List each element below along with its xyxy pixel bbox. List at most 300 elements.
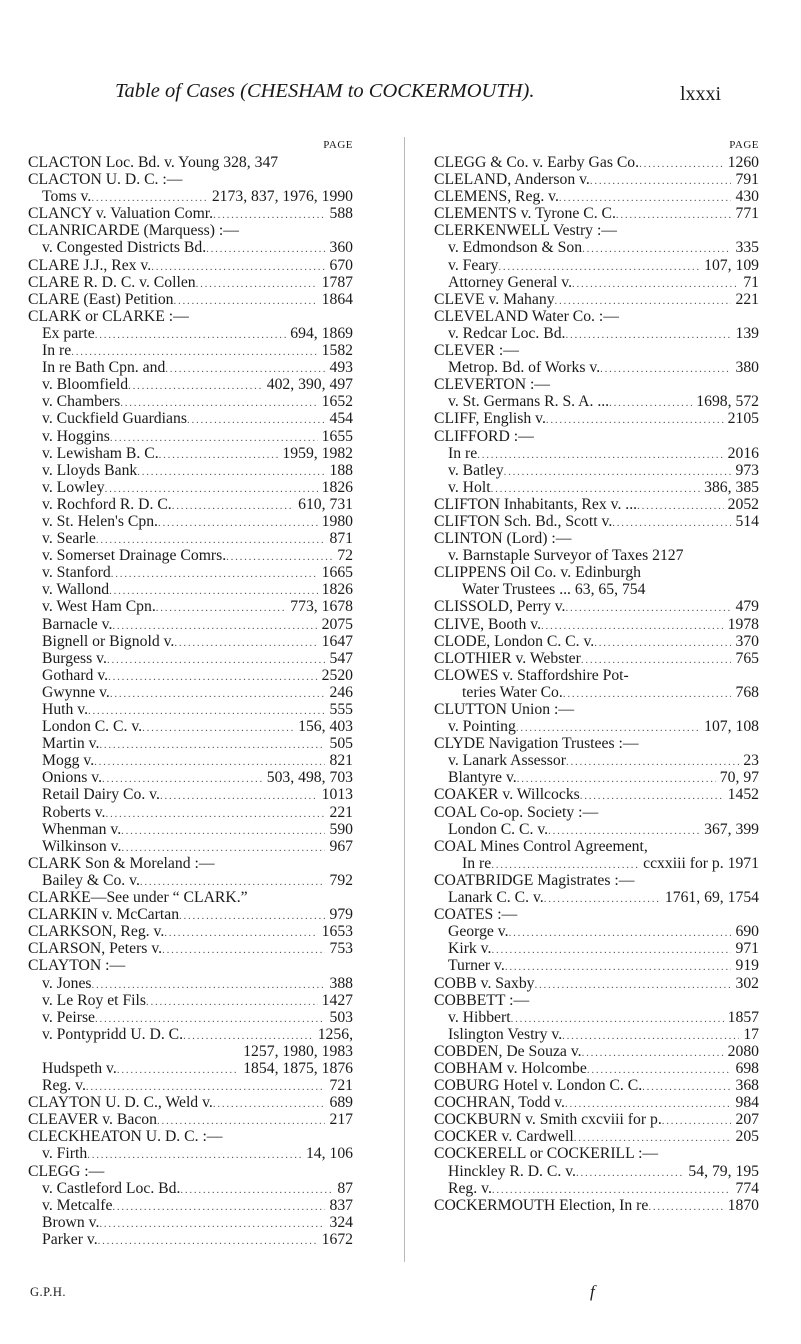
entry-page-ref: 547 — [329, 649, 353, 667]
entry-text: In re — [462, 854, 492, 872]
entry-text: CLIPPENS Oil Co. v. Edinburgh — [434, 564, 642, 582]
entry-page-ref: 2052 — [727, 495, 759, 513]
entry-page-ref: 1260 — [727, 154, 759, 171]
entry-text: Attorney General v. — [448, 273, 572, 291]
entry-page-ref: 837 — [329, 1196, 353, 1214]
entry-text: George v. — [448, 923, 509, 941]
index-entry — [434, 667, 759, 684]
entry-page-ref: 360 — [329, 239, 353, 257]
index-entry — [28, 239, 353, 256]
entry-page-ref: 2016 — [727, 444, 759, 462]
entry-text: v. Pointing — [448, 718, 516, 736]
entry-text: CLIFTON Sch. Bd., Scott v. — [434, 512, 613, 530]
index-entry — [434, 872, 759, 889]
entry-text: v. Hoggins — [42, 427, 110, 445]
entry-text: CLARE (East) Petition — [28, 290, 174, 308]
entry-page-ref: 1652 — [321, 393, 353, 411]
entry-page-ref: 386, 385 — [704, 478, 759, 496]
index-entry — [434, 581, 759, 598]
index-entry — [28, 1214, 353, 1231]
index-entry — [434, 992, 759, 1009]
entry-page-ref: 610, 731 — [298, 495, 353, 513]
entry-text: Wilkinson v. — [42, 837, 122, 855]
entry-text: CLUTTON Union :— — [434, 701, 575, 718]
entry-text: CLIVE, Booth v. — [434, 615, 542, 633]
index-entry — [434, 752, 759, 769]
entry-text: Huth v. — [42, 701, 89, 718]
entry-text: Onions v. — [42, 769, 102, 787]
entry-text: CLARK Son & Moreland :— — [28, 854, 215, 872]
index-entry — [28, 1026, 353, 1043]
index-entry — [434, 786, 759, 803]
entry-page-ref: 107, 108 — [704, 718, 759, 736]
entry-page-ref: 694, 1869 — [290, 324, 353, 342]
index-entry — [28, 445, 353, 462]
entry-text: v. Jones — [42, 974, 92, 992]
entry-text: COBBETT :— — [434, 991, 530, 1009]
entry-text: COBDEN, De Souza v. — [434, 1042, 582, 1060]
dot-leader — [580, 786, 724, 805]
entry-text: CLIFF, English v. — [434, 410, 546, 428]
entry-text: CLISSOLD, Perry v. — [434, 598, 566, 616]
index-entry — [28, 975, 353, 992]
index-entry — [434, 428, 759, 445]
entry-text: v. St. Germans R. S. A. ... — [448, 393, 610, 411]
index-entry — [28, 1077, 353, 1094]
index-entry — [28, 1163, 353, 1180]
index-entry — [434, 513, 759, 530]
entry-text: Water Trustees ... 63, 65, 754 — [462, 581, 646, 599]
signature-mark: G.P.H. — [30, 1285, 66, 1299]
entry-text: In re — [42, 342, 72, 360]
entry-page-ref: 984 — [735, 1094, 759, 1112]
entry-page-ref: 1854, 1875, 1876 — [243, 1059, 353, 1077]
entry-text: v. Lewisham B. C. — [42, 444, 159, 462]
entry-text: v. Hibbert — [448, 1008, 511, 1026]
index-entry — [434, 530, 759, 547]
index-entry — [434, 188, 759, 205]
entry-text: Blantyre v. — [448, 769, 517, 787]
entry-text: v. Castleford Loc. Bd. — [42, 1179, 181, 1197]
entry-page-ref: 221 — [735, 290, 759, 308]
index-entry — [434, 1145, 759, 1162]
entry-page-ref: 2075 — [321, 615, 353, 633]
entry-page-ref: 765 — [735, 649, 759, 667]
entry-page-ref: 217 — [329, 1111, 353, 1129]
entry-text: Bailey & Co. v. — [42, 871, 140, 889]
index-entry — [28, 1180, 353, 1197]
entry-text: COCKER v. Cardwell — [434, 1128, 574, 1146]
index-entry — [434, 479, 759, 496]
entry-page-ref: 1672 — [321, 1230, 353, 1248]
entry-text: London C. C. v. — [42, 718, 143, 736]
entry-text: teries Water Co. — [462, 683, 563, 701]
index-entry — [28, 1128, 353, 1145]
index-entry — [434, 205, 759, 222]
column-divider — [404, 137, 405, 1262]
entry-page-ref: 324 — [329, 1213, 353, 1231]
page-column-label: PAGE — [729, 139, 759, 151]
index-entry — [434, 633, 759, 650]
entry-text: CLANCY v. Valuation Comr. — [28, 205, 214, 223]
index-entry — [434, 940, 759, 957]
index-entry — [434, 616, 759, 633]
index-entry — [434, 838, 759, 855]
entry-text: Bignell or Bignold v. — [42, 632, 175, 650]
entry-page-ref: ccxxiii for p. 1971 — [643, 854, 759, 872]
entry-text: Retail Dairy Co. v. — [42, 786, 160, 804]
entry-text: v. Lloyds Bank — [42, 461, 138, 479]
entry-page-ref: 1978 — [727, 615, 759, 633]
entry-text: Reg. v. — [448, 1179, 492, 1197]
entry-text: CLIFTON Inhabitants, Rex v. ... — [434, 495, 638, 513]
entry-text: Burgess v. — [42, 649, 107, 667]
entry-text: CLAYTON :— — [28, 957, 126, 975]
index-entry — [28, 684, 353, 701]
entry-text: CLARE R. D. C. v. Collen — [28, 273, 196, 291]
dot-leader — [162, 940, 325, 959]
entry-text: CLARKIN v. McCartan — [28, 906, 180, 924]
entry-page-ref: 388 — [329, 974, 353, 992]
entry-text: CLEVELAND Water Co. :— — [434, 307, 619, 325]
entry-page-ref: 188 — [329, 461, 353, 479]
entry-page-ref: 670 — [329, 256, 353, 274]
entry-page-ref: 479 — [735, 598, 759, 616]
entry-text: v. Rochford R. D. C. — [42, 495, 172, 513]
index-entry — [28, 342, 353, 359]
entry-text: Whenman v. — [42, 820, 122, 838]
entry-page-ref: 1870 — [727, 1196, 759, 1214]
index-entry — [434, 1111, 759, 1128]
dot-leader — [98, 1231, 318, 1250]
index-entry — [28, 171, 353, 188]
entry-text: v. Batley — [448, 461, 504, 479]
entry-text: COATBRIDGE Magistrates :— — [434, 871, 635, 889]
dot-leader — [612, 513, 731, 532]
index-entry — [434, 821, 759, 838]
entry-text: CLYDE Navigation Trustees :— — [434, 735, 639, 753]
entry-page-ref: 2520 — [321, 666, 353, 684]
index-entry — [434, 769, 759, 786]
entry-page-ref: 1826 — [321, 478, 353, 496]
dot-leader — [546, 410, 724, 429]
entry-text: CLARKE—See under “ CLARK.” — [28, 889, 248, 907]
sheet-letter: f — [590, 1282, 595, 1301]
entry-text: Metrop. Bd. of Works v. — [448, 359, 601, 377]
entry-text: Hinckley R. D. C. v. — [448, 1162, 576, 1180]
entry-text: In re Bath Cpn. and — [42, 359, 166, 377]
index-entry — [434, 718, 759, 735]
entry-text: CLEMENS, Reg. v. — [434, 188, 559, 206]
entry-page-ref: 1452 — [727, 786, 759, 804]
index-entry — [28, 308, 353, 325]
entry-text: COAL Mines Control Agreement, — [434, 837, 648, 855]
index-entry — [28, 855, 353, 872]
entry-text: CLODE, London C. C. v. — [434, 632, 595, 650]
index-entry — [28, 906, 353, 923]
entry-page-ref: 1647 — [321, 632, 353, 650]
dot-leader — [616, 205, 732, 224]
entry-page-ref: 1257, 1980, 1983 — [243, 1042, 353, 1060]
index-entry — [28, 992, 353, 1009]
entry-text: CLACTON Loc. Bd. v. Young 328, 347 — [28, 154, 279, 171]
entry-page-ref: 107, 109 — [704, 256, 759, 274]
entry-page-ref: 454 — [329, 410, 353, 428]
index-entry — [28, 838, 353, 855]
index-entry — [28, 205, 353, 222]
index-entry — [28, 1043, 353, 1060]
entry-page-ref: 1582 — [321, 342, 353, 360]
index-entry — [434, 393, 759, 410]
entry-page-ref: 1826 — [321, 581, 353, 599]
index-entry — [434, 496, 759, 513]
entry-text: CLANRICARDE (Marquess) :— — [28, 222, 239, 240]
page-column-label: PAGE — [323, 139, 353, 151]
entry-page-ref: 971 — [735, 940, 759, 958]
entry-text: v. Somerset Drainage Comrs. — [42, 547, 227, 565]
entry-text: CLEGG & Co. v. Earby Gas Co. — [434, 154, 640, 171]
index-entry — [434, 1077, 759, 1094]
entry-page-ref: 979 — [329, 906, 353, 924]
entry-text: Roberts v. — [42, 803, 106, 821]
index-entry — [434, 154, 759, 171]
entry-text: CLARSON, Peters v. — [28, 940, 163, 958]
entry-text: v. Edmondson & Son — [448, 239, 583, 257]
entry-text: v. Congested Districts Bd. — [42, 239, 207, 257]
entry-page-ref: 493 — [329, 359, 353, 377]
entry-text: Islington Vestry v. — [448, 1025, 563, 1043]
index-entry — [434, 1163, 759, 1180]
entry-text: Reg. v. — [42, 1077, 86, 1095]
dot-leader — [648, 1197, 723, 1216]
entry-page-ref: 205 — [735, 1128, 759, 1146]
index-entry — [28, 804, 353, 821]
index-entry — [434, 701, 759, 718]
entry-text: CLECKHEATON U. D. C. :— — [28, 1128, 223, 1146]
entry-page-ref: 1427 — [321, 991, 353, 1009]
entry-page-ref: 156, 403 — [298, 718, 353, 736]
index-entry — [28, 1094, 353, 1111]
index-entry — [434, 923, 759, 940]
entry-page-ref: 792 — [329, 871, 353, 889]
entry-text: v. St. Helen's Cpn. — [42, 512, 158, 530]
entry-text: CLAYTON U. D. C., Weld v. — [28, 1094, 213, 1112]
entry-text: v. Firth — [42, 1145, 88, 1163]
entry-page-ref: 2105 — [727, 410, 759, 428]
entry-page-ref: 1959, 1982 — [282, 444, 353, 462]
entry-page-ref: 23 — [743, 752, 759, 770]
index-entry — [28, 547, 353, 564]
entry-text: Toms v. — [42, 188, 92, 206]
dot-leader — [87, 1145, 302, 1164]
entry-text: Brown v. — [42, 1213, 100, 1231]
entry-text: Ex parte — [42, 324, 95, 342]
index-entry — [434, 1094, 759, 1111]
entry-text: v. Peirse — [42, 1008, 96, 1026]
index-entry — [28, 496, 353, 513]
entry-page-ref: 54, 79, 195 — [688, 1162, 759, 1180]
entry-page-ref: 771 — [735, 205, 759, 223]
entry-text: COCKERELL or COCKERILL :— — [434, 1145, 659, 1163]
entry-text: CLACTON U. D. C. :— — [28, 171, 183, 189]
index-entry — [28, 188, 353, 205]
index-entry — [28, 1111, 353, 1128]
entry-page-ref: 821 — [329, 752, 353, 770]
index-entry — [434, 1043, 759, 1060]
entry-page-ref: 753 — [329, 940, 353, 958]
entry-page-ref: 2173, 837, 1976, 1990 — [211, 188, 353, 206]
index-entry — [434, 274, 759, 291]
index-entry — [28, 735, 353, 752]
entry-page-ref: 505 — [329, 735, 353, 753]
index-entry — [434, 171, 759, 188]
entry-text: CLOWES v. Staffordshire Pot- — [434, 666, 629, 684]
index-entry — [434, 257, 759, 274]
dot-leader — [565, 325, 731, 344]
entry-page-ref: 774 — [735, 1179, 759, 1197]
index-entry — [28, 1145, 353, 1162]
entry-page-ref: 514 — [735, 512, 759, 530]
index-entry — [28, 393, 353, 410]
index-entry — [434, 889, 759, 906]
entry-text: v. Lanark Assessor — [448, 752, 566, 770]
index-entry — [28, 376, 353, 393]
entry-page-ref: 1787 — [321, 273, 353, 291]
index-entry — [28, 1009, 353, 1026]
index-entry — [28, 650, 353, 667]
index-entry — [434, 975, 759, 992]
index-entry — [28, 957, 353, 974]
index-entry — [434, 325, 759, 342]
entry-text: CLIFFORD :— — [434, 427, 534, 445]
index-entry — [28, 325, 353, 342]
index-entry — [28, 598, 353, 615]
index-entry — [434, 359, 759, 376]
index-entry — [28, 564, 353, 581]
entry-page-ref: 1655 — [321, 427, 353, 445]
entry-text: v. Chambers — [42, 393, 121, 411]
index-entry — [434, 598, 759, 615]
page-title: Table of Cases (CHESHAM to COCKERMOUTH). — [115, 80, 535, 102]
index-entry — [28, 889, 353, 906]
entry-page-ref: 246 — [329, 683, 353, 701]
index-entry — [28, 1197, 353, 1214]
entry-page-ref: 302 — [735, 974, 759, 992]
left-entries — [28, 154, 353, 1248]
entry-page-ref: 1857 — [727, 1008, 759, 1026]
index-entry — [434, 1128, 759, 1145]
index-entry — [434, 376, 759, 393]
entry-page-ref: 430 — [735, 188, 759, 206]
entry-page-ref: 17 — [743, 1025, 759, 1043]
page-number: lxxxi — [680, 83, 722, 105]
left-column — [28, 137, 353, 1248]
index-entry — [28, 616, 353, 633]
entry-text: CLEVERTON :— — [434, 376, 550, 394]
index-entry — [28, 530, 353, 547]
entry-page-ref: 1761, 69, 1754 — [664, 889, 759, 907]
entry-page-ref: 72 — [337, 547, 353, 565]
entry-page-ref: 871 — [329, 530, 353, 548]
index-entry — [434, 564, 759, 581]
index-entry — [28, 701, 353, 718]
entry-page-ref: 721 — [329, 1077, 353, 1095]
entry-page-ref: 221 — [329, 803, 353, 821]
index-entry — [434, 342, 759, 359]
entry-page-ref: 791 — [735, 171, 759, 189]
index-entry — [28, 257, 353, 274]
dot-leader — [174, 291, 318, 310]
entry-page-ref: 139 — [735, 324, 759, 342]
index-entry — [434, 684, 759, 701]
entry-page-ref: 555 — [329, 701, 353, 718]
entry-page-ref: 1665 — [321, 564, 353, 582]
entry-page-ref: 2080 — [727, 1042, 759, 1060]
index-entry — [28, 428, 353, 445]
entry-page-ref: 690 — [735, 923, 759, 941]
entry-page-ref: 70, 97 — [719, 769, 759, 787]
index-entry — [28, 154, 353, 171]
entry-text: COAL Co-op. Society :— — [434, 803, 599, 821]
entry-page-ref: 503 — [329, 1008, 353, 1026]
index-entry — [434, 906, 759, 923]
entry-text: CLARK or CLARKE :— — [28, 307, 189, 325]
entry-page-ref: 207 — [735, 1111, 759, 1129]
index-entry — [434, 308, 759, 325]
index-entry — [28, 359, 353, 376]
index-entry — [28, 872, 353, 889]
entry-page-ref: 14, 106 — [305, 1145, 353, 1163]
right-entries — [434, 154, 759, 1214]
entry-text: v. Wallond — [42, 581, 110, 599]
index-entry — [434, 957, 759, 974]
entry-text: Lanark C. C. v. — [448, 889, 544, 907]
entry-page-ref: 1864 — [321, 290, 353, 308]
entry-page-ref: 503, 498, 703 — [266, 769, 353, 787]
index-entry — [28, 222, 353, 239]
dot-leader — [563, 684, 732, 703]
entry-text: COAKER v. Willcocks — [434, 786, 580, 804]
index-entry — [28, 581, 353, 598]
entry-text: COCKERMOUTH Election, In re — [434, 1196, 649, 1214]
entry-text: CLELAND, Anderson v. — [434, 171, 590, 189]
entry-text: v. Searle — [42, 530, 96, 548]
index-entry — [28, 1231, 353, 1248]
entry-text: Kirk v. — [448, 940, 492, 958]
index-entry — [28, 769, 353, 786]
entry-text: v. Feary — [448, 256, 499, 274]
entry-page-ref: 967 — [329, 837, 353, 855]
entry-text: COCHRAN, Todd v. — [434, 1094, 565, 1112]
entry-text: Gothard v. — [42, 666, 109, 684]
index-entry — [28, 274, 353, 291]
index-entry — [434, 1060, 759, 1077]
index-entry — [434, 462, 759, 479]
entry-text: Parker v. — [42, 1230, 98, 1248]
index-entry — [434, 1026, 759, 1043]
index-entry — [434, 804, 759, 821]
right-column — [434, 137, 759, 1214]
entry-page-ref: 973 — [735, 461, 759, 479]
entry-text: Mogg v. — [42, 752, 95, 770]
index-entry — [434, 547, 759, 564]
entry-page-ref: 689 — [329, 1094, 353, 1112]
entry-text: Martin v. — [42, 735, 100, 753]
entry-text: v. Cuckfield Guardians — [42, 410, 187, 428]
entry-text: COBB v. Saxby — [434, 974, 535, 992]
entry-text: v. Redcar Loc. Bd. — [448, 324, 566, 342]
entry-page-ref: 87 — [337, 1179, 353, 1197]
